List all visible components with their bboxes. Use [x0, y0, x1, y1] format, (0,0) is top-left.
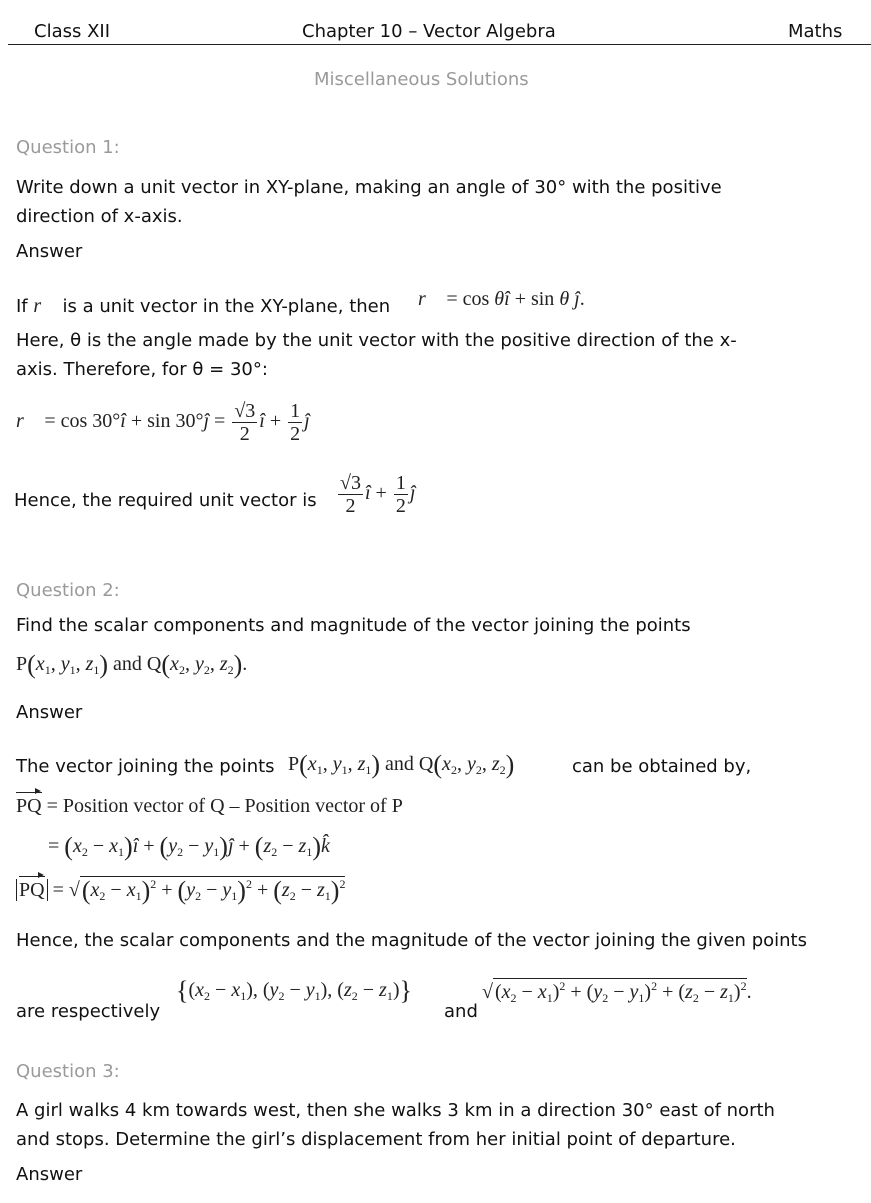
q1-text-line2: direction of x-axis.: [16, 206, 183, 227]
header-chapter: Chapter 10 – Vector Algebra: [302, 21, 556, 42]
header-divider: [8, 44, 871, 45]
q1-formula-r: r⃗ = cos θî + sin θ ĵ.: [418, 288, 585, 310]
q3-answer-label: Answer: [16, 1164, 83, 1185]
q2-answer-label: Answer: [16, 702, 83, 723]
q2-text: Find the scalar components and magnitude of the vector joining the points: [16, 615, 691, 636]
q2-hence-and: and: [444, 1001, 478, 1022]
q1-text-line1: Write down a unit vector in XY-plane, making an angle of 30° with the positive: [16, 177, 722, 198]
q3-text-line1: A girl walks 4 km towards west, then she walks 3 km in a direction 30° east of north: [16, 1100, 775, 1121]
q1-hence: Hence, the required unit vector is: [14, 490, 317, 511]
q1-formula-30deg: r⃗ = cos 30°î + sin 30°ĵ = $\frac{√3}{2}$ î + $\frac{1}{2}$ ĵ: [16, 400, 310, 445]
q1-here-line1: Here, θ is the angle made by the unit vector with the positive direction of the x-: [16, 330, 737, 351]
q2-vector-line-a: The vector joining the points: [16, 756, 275, 777]
q2-points: $P(x_1$, $y_1$, $z_1$) and $Q(x_2$, $y_2$, $z_2$).: [16, 650, 248, 679]
q2-pq-components: = ($x_2$ − $x_1)î + (y_2$ − $y_1)ĵ + (z_2$ − $z_1)k̂$: [48, 832, 330, 861]
q2-pq-definition: PQ = Position vector of Q – Position vector of P: [16, 795, 403, 817]
q1-if-word: If: [16, 296, 28, 317]
q1-if-line: [16, 295, 390, 318]
q2-vector-line-b: can be obtained by,: [572, 756, 752, 777]
q1-if-rest: is a unit vector in the XY-plane, then: [62, 296, 391, 317]
header-subject: Maths: [788, 21, 843, 42]
q1-r-vector: r⃗: [33, 295, 57, 317]
q1-result-vector: $\frac{√3}{2}$ î + $\frac{1}{2}$ ĵ: [340, 472, 416, 517]
q2-points-inline: $P(x_1$, $y_1$, $z_1$) and $Q(x_2$, $y_2$, $z_2$): [288, 750, 515, 779]
q2-pq-text: = Position vector of Q – Position vector of P: [46, 795, 403, 817]
q2-hence-line1: Hence, the scalar components and the magnitude of the vector joining the given points: [16, 930, 807, 951]
page-subtitle: Miscellaneous Solutions: [314, 69, 529, 90]
q1-heading: Question 1:: [16, 137, 120, 158]
q2-scalar-components: {$(x_2 - x_1)$, $(y_2 - y_1)$, $(z_2 - z_1)$}: [176, 976, 412, 1005]
q3-heading: Question 3:: [16, 1061, 120, 1082]
header-class: Class XII: [34, 21, 111, 42]
q2-hence-respectively: are respectively: [16, 1001, 161, 1022]
q2-magnitude-result: √ $(x_2 - x_1)^2 + (y_2 - y_1)^2 + (z_2 - z_1)^2$.: [482, 979, 752, 1005]
q3-text-line2: and stops. Determine the girl’s displacement from her initial point of departure.: [16, 1129, 736, 1150]
q1-answer-label: Answer: [16, 241, 83, 262]
q2-heading: Question 2:: [16, 580, 120, 601]
q1-here-line2: axis. Therefore, for θ = 30°:: [16, 359, 268, 380]
q2-pq-magnitude: PQ = $√(x_2 - x_1)^2 + (y_2 - y_1)^2 + (z_2 - z_1)^2$: [16, 876, 345, 904]
